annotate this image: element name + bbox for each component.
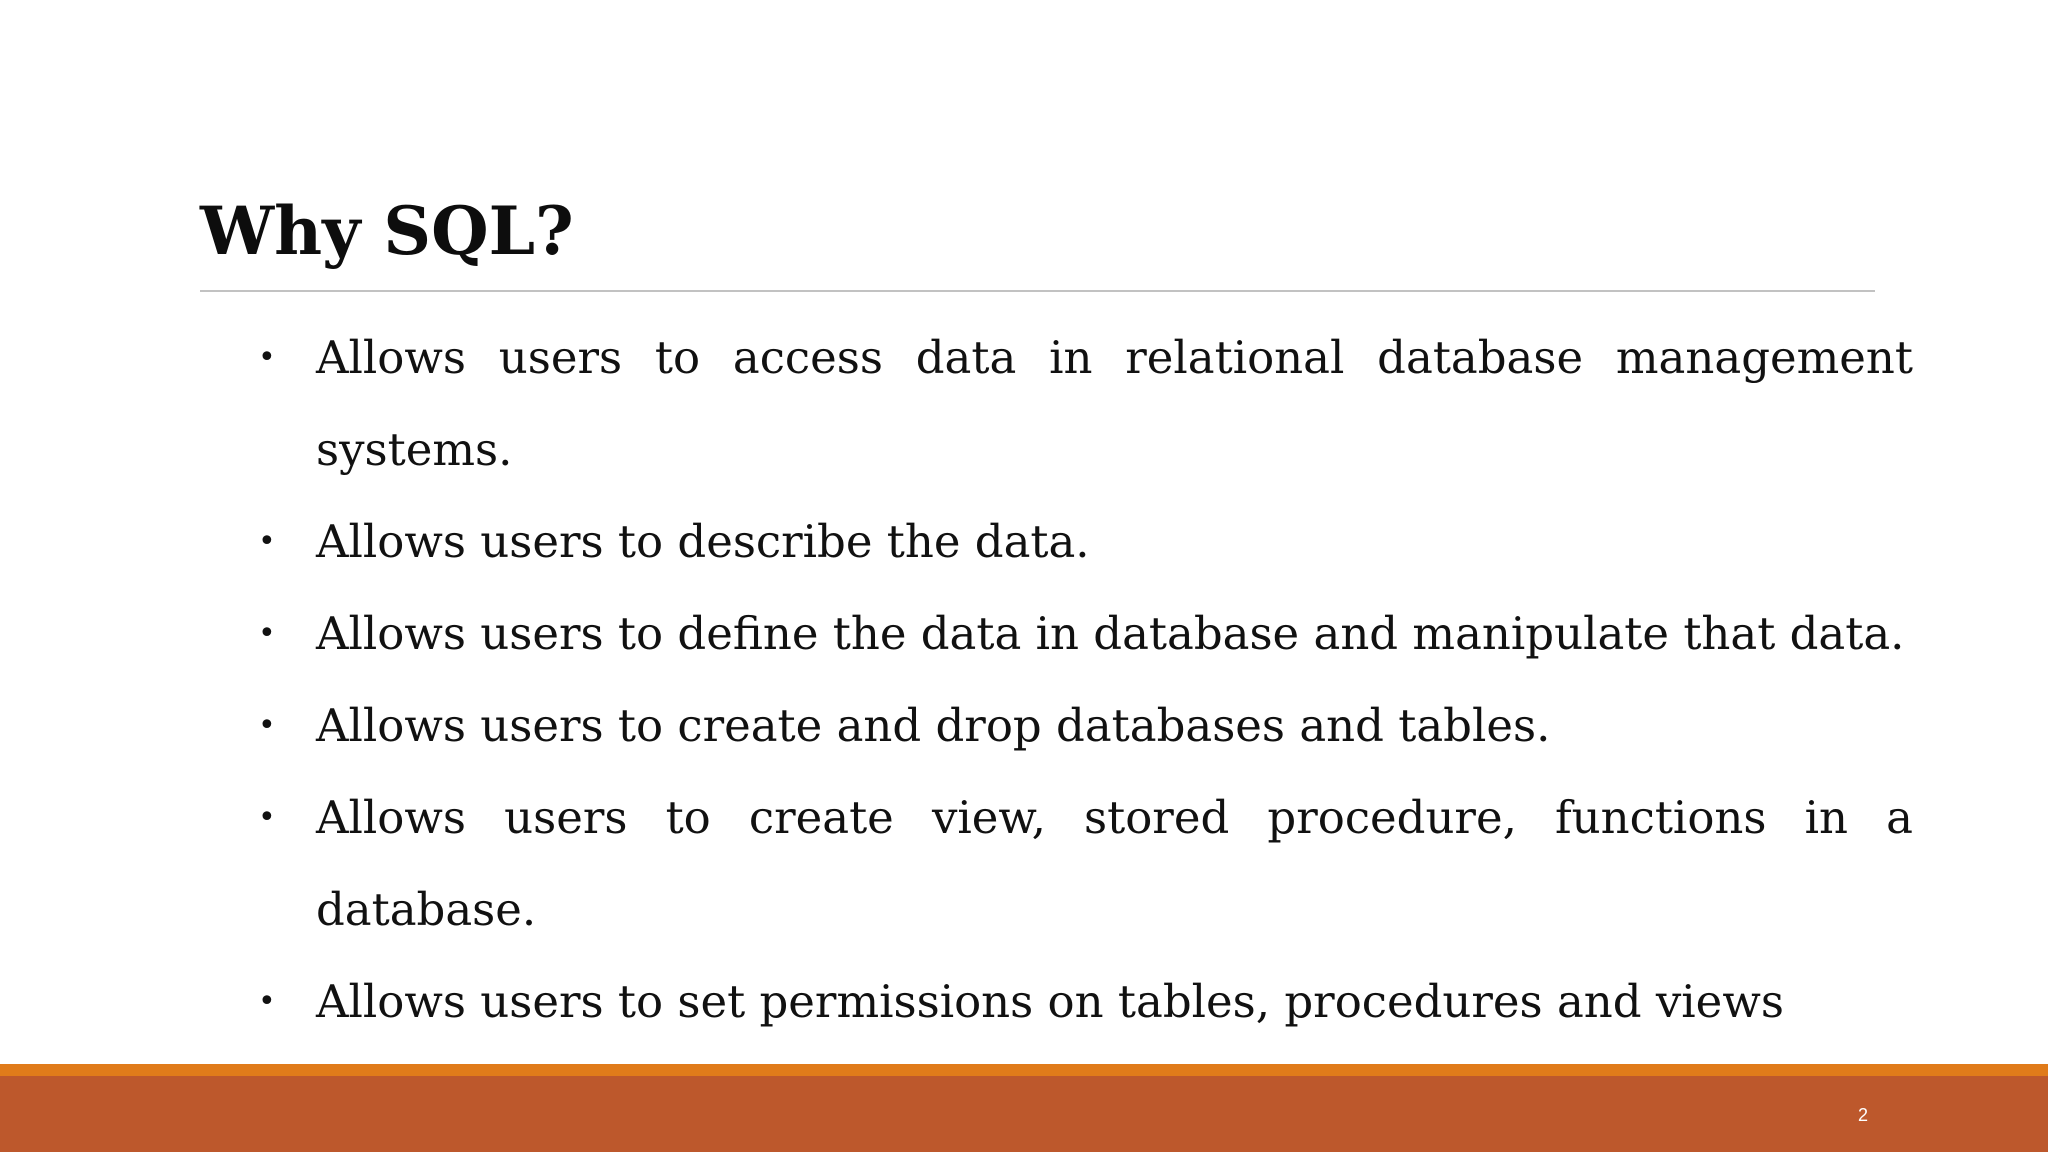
page-number: 2 (1857, 1105, 1868, 1125)
bullet-item (258, 496, 1913, 588)
bullet-icon: • (258, 800, 276, 835)
bullet-item (258, 588, 1913, 680)
bullet-item (258, 680, 1913, 772)
bullet-item (258, 772, 1913, 956)
footer-accent-stripe (0, 1064, 2048, 1076)
footer-band (0, 1076, 2048, 1152)
bullet-list (258, 312, 1913, 1048)
bullet-icon: • (258, 340, 276, 375)
bullet-text: Allows users to create and drop databases and tables. (316, 699, 1551, 752)
bullet-item (258, 956, 1913, 1048)
bullet-text: Allows users to describe the data. (316, 515, 1090, 568)
bullet-text: Allows users to set permissions on tables, procedures and views (316, 975, 1784, 1028)
bullet-text: Allows users to define the data in database and manipulate that data. (316, 607, 1905, 660)
bullet-icon: • (258, 984, 276, 1019)
bullet-text: Allows users to create view, stored procedure, functions in a database. (316, 791, 1913, 936)
title-divider (200, 290, 1875, 292)
bullet-icon: • (258, 524, 276, 559)
bullet-icon: • (258, 708, 276, 743)
bullet-item (258, 312, 1913, 496)
bullet-icon: • (258, 616, 276, 651)
slide-title: Why SQL? (200, 192, 574, 270)
bullet-text: Allows users to access data in relational database management systems. (316, 331, 1913, 476)
